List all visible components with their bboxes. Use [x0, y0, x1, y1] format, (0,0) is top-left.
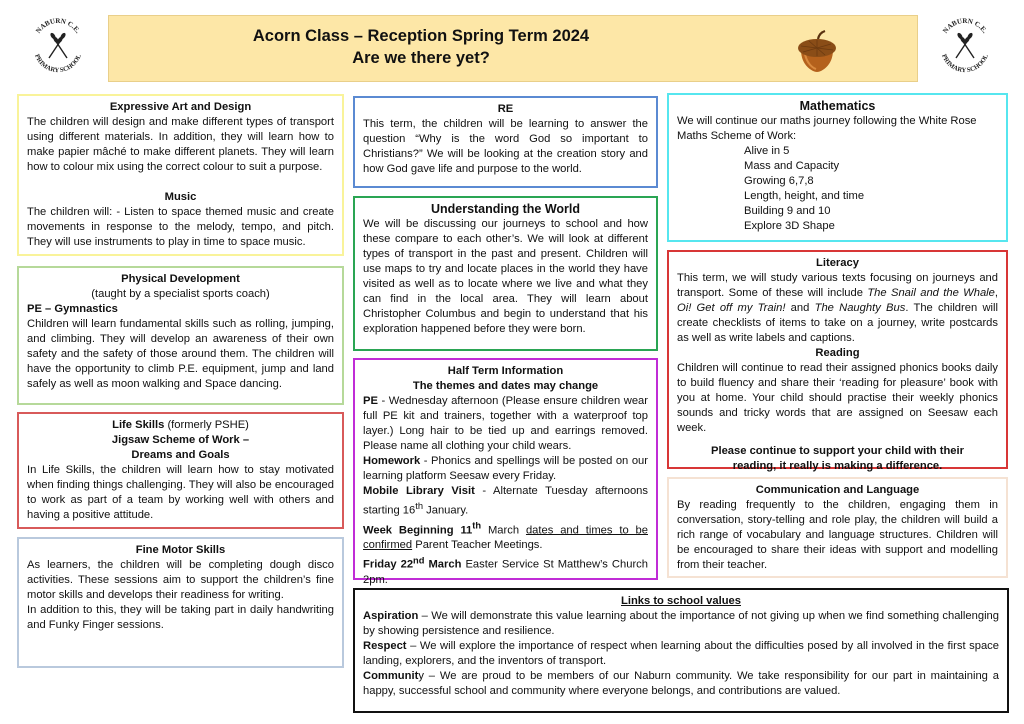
school-logo-left: [27, 14, 89, 76]
ht-library-text: - Alternate Tuesday afternoons starting 16: [363, 485, 648, 517]
music-body: The children will: - Listen to space themed music and create movements in response to the melody, tempo, and pitch. They will use instruments to play in time to space music.: [27, 206, 334, 248]
ls-scheme-line-1: Jigsaw Scheme of Work –: [111, 434, 250, 446]
literacy-heading: Literacy: [816, 257, 859, 269]
maths-topic: Alive in 5: [744, 145, 790, 157]
svg-text:PRIMARY SCHOOL: PRIMARY SCHOOL: [940, 53, 990, 75]
understanding-world-panel: [353, 196, 658, 351]
literacy-panel: [667, 250, 1008, 472]
ls-heading-suffix: (formerly PSHE): [164, 419, 249, 431]
maths-topic: Mass and Capacity: [744, 160, 840, 172]
ht-week-text: March: [481, 524, 526, 537]
ht-library-sup: th: [415, 501, 424, 511]
lit-text-d: . The children will create checklists of items to take on a journey, write postcards as well as write labels and captions.: [677, 302, 998, 344]
maths-topic: Building 9 and 10: [744, 205, 831, 217]
ht-friday-label-2: March: [424, 559, 462, 572]
ht-library-end: January.: [423, 504, 469, 517]
pd-body: Children will learn fundamental skills such as rolling, jumping, and climbing. They will develop an awareness of their own safety and the safety of those around them. The children will have the opportunity to climb P.E. equipment, jump and land safely as well as moon walking and Space dancing.: [27, 318, 334, 390]
ht-friday-text: Easter Service St Matthew’s Church 2pm.: [363, 559, 648, 587]
literacy-closing-1: Please continue to support your child with their: [711, 445, 964, 457]
values-heading: Links to school values: [621, 595, 741, 607]
art-body: The children will design and make different types of transport using different materials. In addition, they will learn how to make papier mâché to make different planets. They will learn how to colour mix using the correct colour to suit a purpose.: [27, 116, 334, 173]
lit-book-1: The Snail and the Whale: [867, 287, 995, 299]
reading-body: Children will continue to read their assigned phonics books daily to build fluency and share their ‘reading for pleasure’ book with you at home. Your child should practise their weekly phonics sounds and tricky words that are assigned on Seesaw each week.: [677, 362, 998, 434]
ht-friday-sup: nd: [413, 555, 425, 566]
respect-label: Respect: [363, 640, 407, 652]
aspiration-label: Aspiration: [363, 610, 419, 622]
ht-week-label: Week Beginning 11: [363, 524, 473, 537]
svg-text:PRIMARY SCHOOL: PRIMARY SCHOOL: [33, 53, 83, 75]
ht-library-label: Mobile Library Visit: [363, 485, 475, 497]
fine-motor-skills-panel: [17, 537, 344, 668]
uw-heading: Understanding the World: [430, 202, 581, 216]
music-heading: Music: [164, 191, 197, 203]
pe-gymnastics-heading: PE – Gymnastics: [27, 303, 118, 315]
aspiration-text: – We will demonstrate this value learning about the importance of not giving up when we find something challenging by showing persistence and resilience.: [363, 610, 999, 637]
pd-heading: Physical Development: [121, 273, 240, 285]
re-body: This term, the children will be learning to answer the question “Why is the word God so important to Christians?” We will be looking at the creation story and how God gave life and purpose to the world.: [363, 118, 648, 175]
community-letter: y: [418, 670, 424, 682]
respect-text: – We will explore the importance of respect when learning about the difficulties posed by all involved in the first space landing, explorers, and the inventors of transport.: [363, 640, 999, 667]
lit-text-c: and: [785, 302, 815, 314]
title-line-2: Are we there yet?: [352, 49, 490, 67]
pd-subheading: (taught by a specialist sports coach): [91, 288, 270, 300]
lit-book-3: The Naughty Bus: [814, 302, 906, 314]
ht-week-sup: th: [472, 520, 482, 531]
maths-topic: Explore 3D Shape: [744, 220, 835, 232]
ht-week-underlined: dates and times to be confirmed: [363, 524, 648, 552]
re-panel: [353, 96, 658, 188]
ht-pe-label: PE: [363, 395, 378, 407]
uw-body: We will be discussing our journeys to school and how these compare to each other’s. We will look at different types of transport in the past and present. Children will use maps to try and locate places in the world they have visited as well as to locate where we live and what they can find in the local area. They will learn about Christopher Columbus and begin to understand that his exploration happened before they were born.: [363, 218, 648, 335]
maths-intro: We will continue our maths journey following the White Rose Maths Scheme of Work:: [677, 115, 977, 142]
maths-heading: Mathematics: [799, 99, 876, 113]
page-title: [109, 25, 733, 69]
cl-body: By reading frequently to the children, engaging them in conversation, story-telling and role play, the children will build a rich range of vocabulary and language structures. Children will be encouraged to share their ideas with support and modelling from their teacher.: [677, 499, 998, 571]
ht-pe-text: - Wednesday afternoon (Please ensure children wear full PE kit and trainers, together with a waterproof top layer.) Long hair to be tied up and earrings removed. Please name all clothing your child wears.: [363, 395, 648, 452]
lit-text-b: ,: [994, 287, 998, 299]
expressive-art-panel: [17, 94, 344, 256]
svg-text:NABURN C.E.: NABURN C.E.: [941, 16, 989, 35]
fms-body-2: In addition to this, they will be taking part in daily handwriting and Funky Finger sessions.: [27, 604, 334, 631]
maths-topic-list: [677, 144, 998, 234]
ls-body: In Life Skills, the children will learn how to stay motivated when finding things challenging. They will also be encouraged to work as part of a team by working well with others and having a positive attitude.: [27, 464, 334, 521]
fms-heading: Fine Motor Skills: [135, 544, 226, 556]
reading-heading: Reading: [815, 347, 860, 359]
ht-subheading: The themes and dates may change: [412, 380, 599, 392]
community-text: – We are proud to be members of our Naburn community. We take responsibility for our part in maintaining a happy, successful school and community where everyone belongs, and contributions are valued.: [363, 670, 999, 697]
community-label: Communit: [363, 670, 419, 682]
cl-heading: Communication and Language: [755, 484, 920, 496]
fms-body-1: As learners, the children will be completing dough disco activities. These sessions aim to support the children’s fine motor skills and develops their readiness for writing.: [27, 559, 334, 601]
acorn-icon: [791, 28, 841, 74]
svg-text:NABURN C.E.: NABURN C.E.: [34, 16, 82, 35]
ls-scheme-line-2: Dreams and Goals: [131, 449, 230, 461]
header-banner: [108, 15, 918, 82]
school-logo-right: [934, 14, 996, 76]
title-line-1: Acorn Class – Reception Spring Term 2024: [252, 27, 590, 45]
mathematics-panel: [667, 93, 1008, 242]
art-heading: Expressive Art and Design: [109, 101, 252, 113]
physical-development-panel: [17, 266, 344, 405]
communication-language-panel: [667, 477, 1008, 578]
lit-book-2: Oi! Get off my Train!: [677, 302, 786, 314]
half-term-info-panel: [353, 358, 658, 587]
lit-text-a: This term, we will study various texts focusing on journeys and transport. Some of these will include: [677, 272, 998, 299]
re-heading: RE: [497, 103, 514, 115]
ht-homework-label: Homework: [363, 455, 421, 467]
ht-heading: Half Term Information: [447, 365, 564, 377]
ls-heading: Life Skills: [112, 419, 165, 431]
life-skills-panel: [17, 412, 344, 529]
ht-week-end: Parent Teacher Meetings.: [412, 539, 543, 552]
maths-topic: Length, height, and time: [744, 190, 865, 202]
ht-friday-label: Friday 22: [363, 559, 414, 572]
school-values-panel: [353, 588, 1009, 713]
literacy-closing-2: reading, it really is making a difference.: [732, 460, 943, 472]
ht-homework-text: - Phonics and spellings will be posted on our learning platform Seesaw every Friday.: [363, 455, 648, 482]
maths-topic: Growing 6,7,8: [744, 175, 814, 187]
